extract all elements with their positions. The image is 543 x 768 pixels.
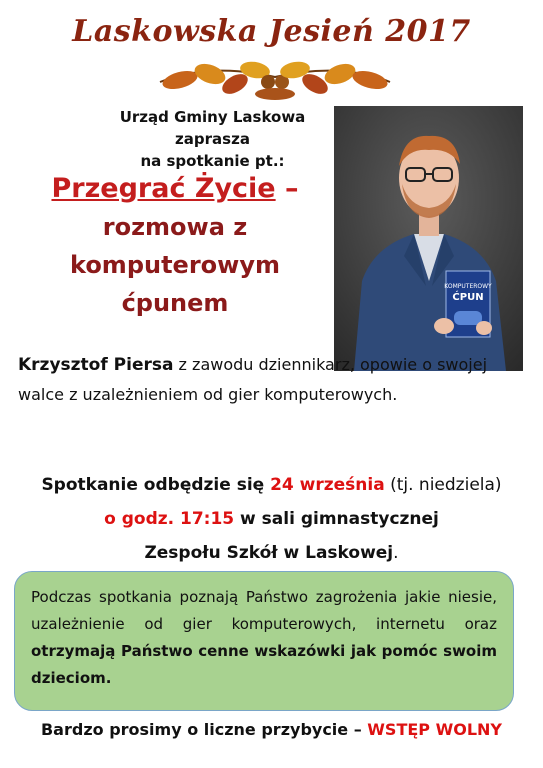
- headline-line-2: rozmowa z: [102, 213, 248, 241]
- invitation-line-1: Urząd Gminy Laskowa zaprasza: [119, 108, 306, 148]
- meeting-time: o godz. 17:15: [104, 509, 235, 529]
- headline-line-3: komputerowym: [70, 251, 280, 279]
- speaker-bio: [18, 350, 528, 410]
- meeting-hall: w sali gimnastycznej: [234, 509, 439, 529]
- invitation-text: [95, 106, 330, 172]
- footer-text: Bardzo prosimy o liczne przybycie –: [40, 720, 368, 739]
- meeting-period: .: [393, 543, 399, 563]
- speaker-description: z zawodu dziennikarz, opowie o swojej walce z uzależnieniem od gier komputerowych.: [18, 355, 488, 404]
- speaker-photo: [334, 106, 523, 371]
- book-title-1: KOMPUTEROWY: [444, 283, 492, 290]
- meeting-weekday: (tj. niedziela): [384, 475, 502, 495]
- info-box-intro: Podczas spotkania poznają Państwo zagrożenia jakie niesie, uzależnienie od gier komputerowych, internetu oraz: [31, 588, 497, 633]
- meeting-details: [0, 468, 543, 570]
- speaker-name: Krzysztof Piersa: [18, 355, 174, 375]
- headline-dash: –: [285, 173, 299, 204]
- info-box-text: [15, 572, 513, 692]
- meeting-intro: Spotkanie odbędzie się: [41, 475, 271, 495]
- poster-title: Laskowska Jesień 2017: [72, 14, 471, 49]
- meeting-place: Zespołu Szkół w Laskowej: [144, 543, 394, 563]
- info-box-highlight: otrzymają Państwo cenne wskazówki jak pomóc swoim dzieciom.: [31, 642, 497, 687]
- free-entry: WSTĘP WOLNY: [367, 720, 503, 739]
- footer-note: [0, 720, 543, 739]
- info-box: [14, 571, 514, 711]
- speaker-illustration: [334, 106, 523, 371]
- invitation-line-2: na spotkanie pt.:: [140, 152, 285, 170]
- headline-line-4: ćpunem: [121, 289, 229, 317]
- autumn-leaves-ornament: [150, 52, 400, 102]
- event-headline: [20, 170, 330, 322]
- headline-main: Przegrać Życie: [51, 173, 276, 204]
- book-title-2: ĆPUN: [452, 292, 484, 303]
- meeting-date: 24 września: [270, 475, 385, 495]
